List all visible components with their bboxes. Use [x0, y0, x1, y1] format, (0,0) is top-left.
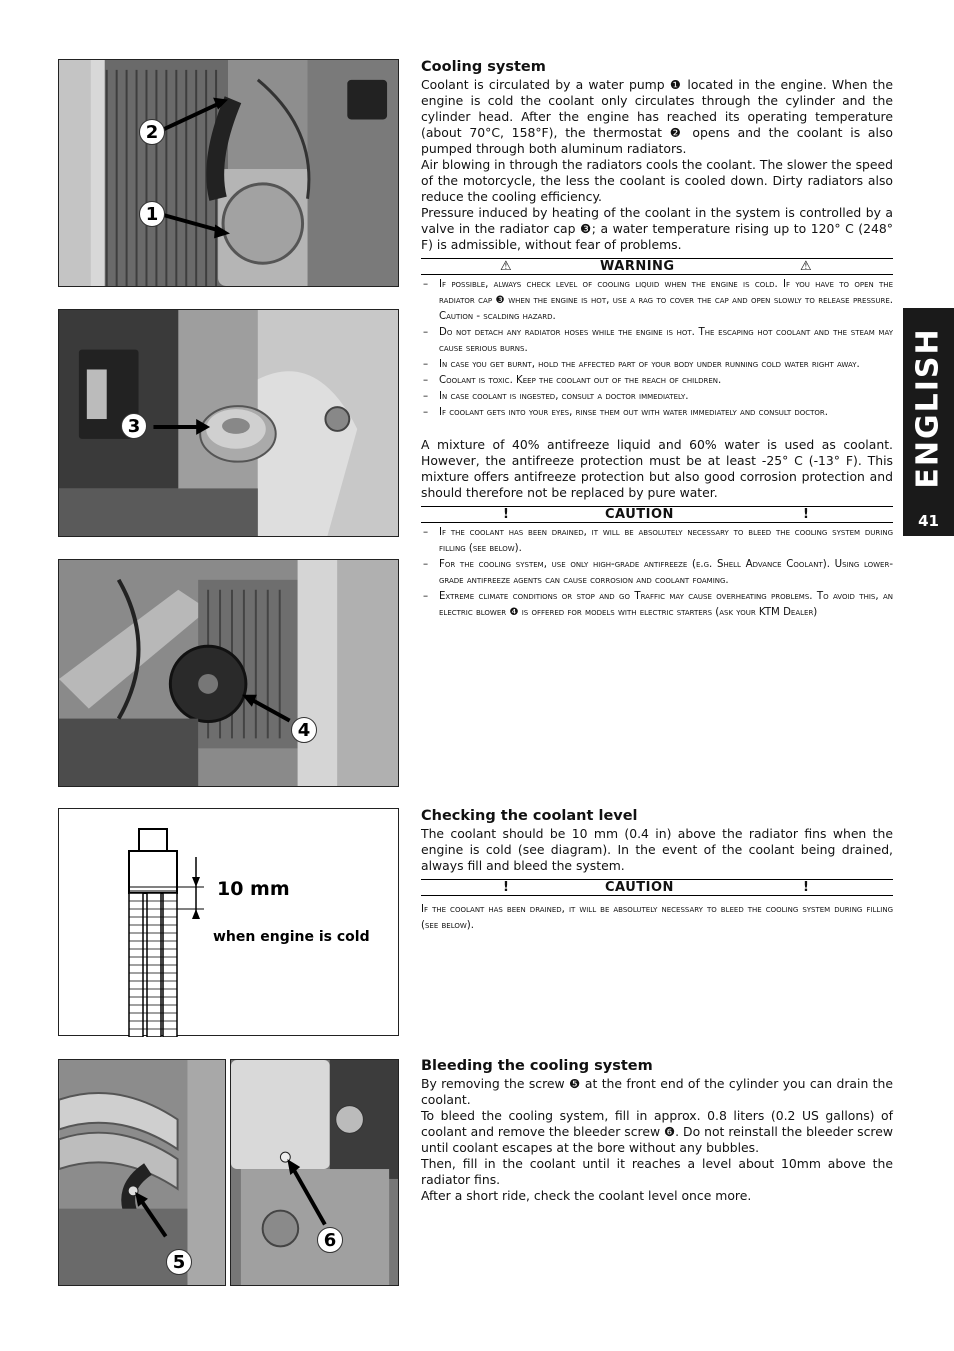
- warning-header: [421, 258, 893, 275]
- language-label: ENGLISH: [910, 327, 946, 489]
- cooling-system-section: [421, 59, 893, 621]
- paragraph: Coolant is circulated by a water pump ❶ located in the engine. When the engine is cold the coolant only circulates through the cylinder and the cylinder head. After the engine has reached its operating temperature (about 70°C, 158°F), the thermostat ❷ opens and the coolant is also pumped through both aluminum radiators.: [421, 77, 893, 156]
- callout-4: 4: [291, 717, 317, 743]
- coolant-level-section: [421, 808, 893, 934]
- warning-icon: ⚠: [800, 259, 813, 274]
- caution-icon: !: [803, 507, 810, 522]
- callout-2: 2: [139, 119, 165, 145]
- callout-6: 6: [317, 1227, 343, 1253]
- electric-blower-photo: [58, 559, 399, 787]
- paragraph: Then, fill in the coolant until it reaches a level about 10mm above the radiator fins.: [421, 1156, 893, 1187]
- caution-label: CAUTION: [605, 507, 674, 522]
- radiator-photo: [58, 59, 399, 287]
- paragraph: Pressure induced by heating of the coolant in the system is controlled by a valve in the radiator cap ❸; a water temperature rising up to 120° C (248° F) is admissible, without fear of problems.: [421, 205, 893, 252]
- list-item: If the coolant has been drained, it will be absolutely necessary to bleed the cooling system during filling (see below).: [421, 904, 893, 931]
- bleeder-screw-photo: [230, 1059, 399, 1286]
- caution-icon: !: [503, 880, 510, 895]
- radiator-cap-photo: [58, 309, 399, 537]
- list-item: – In case you get burnt, hold the affected part of your body under running cold water right away.: [421, 357, 893, 373]
- caution-list: [421, 902, 893, 934]
- caution-icon: !: [803, 880, 810, 895]
- list-item: – Coolant is toxic. Keep the coolant out of the reach of children.: [421, 373, 893, 389]
- list-item: – If possible, always check level of cooling liquid when the engine is cold. If you have to open the radiator cap ❸ when the engine is hot, use a rag to cover the cap and open slowly to release pressure. Caution - scalding hazard.: [421, 277, 893, 325]
- language-tab: [903, 308, 954, 536]
- page-number: 41: [918, 512, 939, 530]
- caution-header: [421, 879, 893, 896]
- paragraph: The coolant should be 10 mm (0.4 in) above the radiator fins when the engine is cold (see diagram). In the event of the coolant being drained, always fill and bleed the system.: [421, 826, 893, 873]
- section-title: Bleeding the cooling system: [421, 1058, 653, 1074]
- paragraph: By removing the screw ❺ at the front end of the cylinder you can drain the coolant.: [421, 1076, 893, 1107]
- section-title: Cooling system: [421, 59, 546, 75]
- level-measure-label: 10 mm: [217, 878, 290, 900]
- list-item: – Extreme climate conditions or stop and go Traffic may cause overheating problems. To avoid this, an electric blower ❹ is offered for models with electric starters (ask your KTM Dealer): [421, 589, 893, 621]
- caution-list: [421, 525, 893, 621]
- level-caption: when engine is cold: [213, 929, 370, 945]
- callout-3: 3: [121, 413, 147, 439]
- caution-label: CAUTION: [605, 880, 674, 895]
- paragraph: A mixture of 40% antifreeze liquid and 60% water is used as coolant. However, the antifreeze protection must be at least -25° C (-13° F). This mixture offers antifreeze protection but also good corrosion protection and should therefore not be replaced by pure water.: [421, 437, 893, 500]
- list-item: – For the cooling system, use only high-grade antifreeze (e.g. Shell Advance Coolant). Using lower-grade antifreeze agents can cause corrosion and coolant foaming.: [421, 557, 893, 589]
- drain-screw-photo: [58, 1059, 226, 1286]
- list-item: – If coolant gets into your eyes, rinse them out with water immediately and consult doctor.: [421, 405, 893, 421]
- section-title: Checking the coolant level: [421, 808, 638, 824]
- list-item: – In case coolant is ingested, consult a doctor immediately.: [421, 389, 893, 405]
- callout-1: 1: [139, 201, 165, 227]
- paragraph: To bleed the cooling system, fill in approx. 0.8 liters (0.2 US gallons) of coolant and remove the bleeder screw ❻. Do not reinstall the bleeder screw until coolant escapes at the bore without any bubbles.: [421, 1108, 893, 1155]
- paragraph: After a short ride, check the coolant level once more.: [421, 1188, 752, 1203]
- caution-header: [421, 506, 893, 523]
- caution-icon: !: [503, 507, 510, 522]
- coolant-level-diagram: [58, 808, 399, 1036]
- list-item: – Do not detach any radiator hoses while the engine is hot. The escaping hot coolant and the steam may cause serious burns.: [421, 325, 893, 357]
- paragraph: Air blowing in through the radiators cools the coolant. The slower the speed of the motorcycle, the less the coolant is cooled down. Dirty radiators also reduce the cooling efficiency.: [421, 157, 893, 204]
- list-item: – If the coolant has been drained, it will be absolutely necessary to bleed the cooling system during filling (see below).: [421, 525, 893, 557]
- callout-5: 5: [166, 1249, 192, 1275]
- warning-list: [421, 277, 893, 421]
- warning-label: WARNING: [600, 259, 675, 274]
- bleeding-section: [421, 1058, 893, 1204]
- warning-icon: ⚠: [500, 259, 513, 274]
